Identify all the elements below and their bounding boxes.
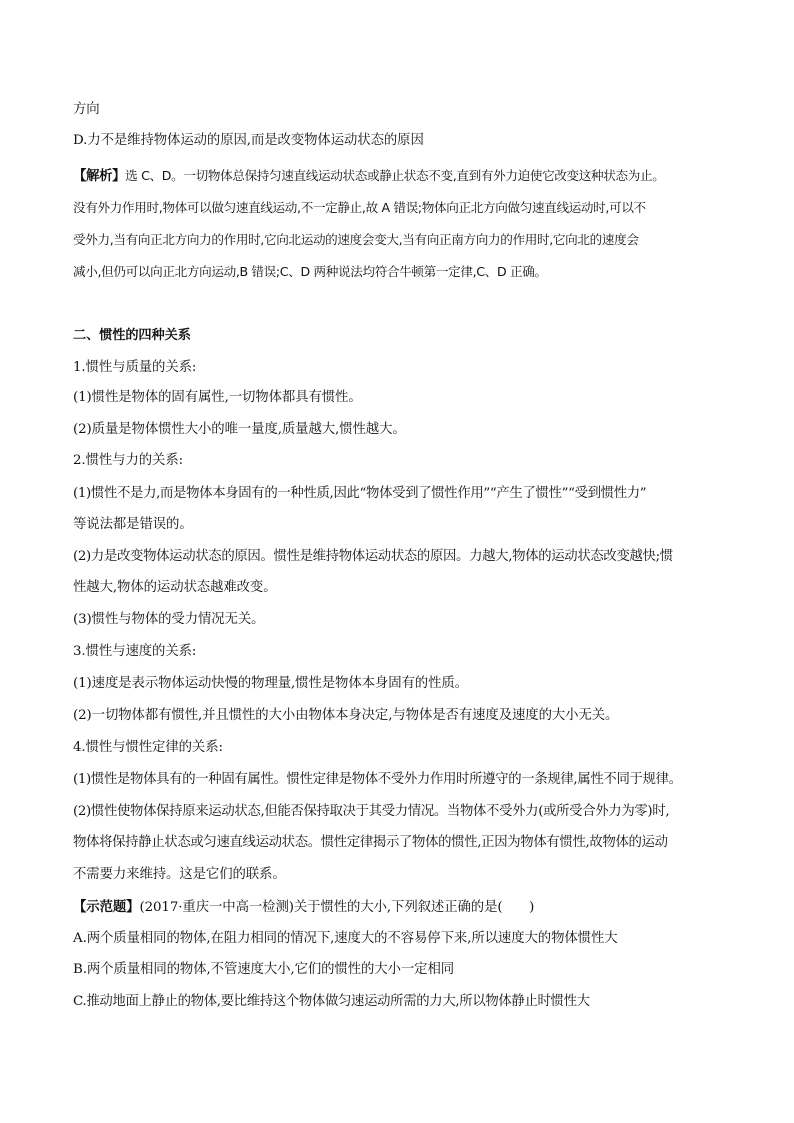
paragraph-line: 等说法都是错误的。 [73, 517, 193, 532]
text-line: 方向 [73, 102, 100, 117]
paragraph-line: (1)惯性是物体的固有属性,一切物体都具有惯性。 [73, 390, 362, 405]
example-question [73, 897, 733, 918]
paragraph-line: 不需要力来维持。这是它们的联系。 [73, 867, 286, 882]
paragraph-line: (2)惯性使物体保持原来运动状态,但能否保持取决于其受力情况。当物体不受外力(或所受合外力为零)时, [73, 804, 670, 819]
example-text: (2017·重庆一中高一检测)关于惯性的大小,下列叙述正确的是( ) [139, 900, 535, 915]
analysis-text: 受外力,当有向正北方向力的作用时,它向北运动的速度会变大,当有向正南方向力的作用时,它向北的速度会 [73, 232, 639, 247]
analysis-label: 【解析】 [73, 168, 126, 184]
paragraph-line: (2)力是改变物体运动状态的原因。惯性是维持物体运动状态的原因。力越大,物体的运动状态改变越快;惯 [73, 549, 673, 564]
subsection-title: 2.惯性与力的关系: [73, 453, 184, 468]
paragraph-line: (1)惯性是物体具有的一种固有属性。惯性定律是物体不受外力作用时所遵守的一条规律,属性不同于规律。 [73, 772, 682, 787]
analysis-text: 选 C、D。一切物体总保持匀速直线运动状态或静止状态不变,直到有外力迫使它改变这种状态为止。 [125, 168, 665, 183]
analysis-text: 没有外力作用时,物体可以做匀速直线运动,不一定静止,故 A 错误;物体向正北方向做匀速直线运动时,可以不 [73, 200, 646, 215]
paragraph-line: (2)质量是物体惯性大小的唯一量度,质量越大,惯性越大。 [73, 422, 406, 437]
section-heading: 二、惯性的四种关系 [73, 328, 191, 343]
paragraph-line: (1)惯性不是力,而是物体本身固有的一种性质,因此“物体受到了惯性作用”“产生了惯性”“受到惯性力” [73, 486, 647, 501]
option-d: D.力不是维持物体运动的原因,而是改变物体运动状态的原因 [73, 133, 424, 148]
analysis-line [73, 166, 733, 187]
paragraph-line: 物体将保持静止状态或匀速直线运动状态。惯性定律揭示了物体的惯性,正因为物体有惯性,故物体的运动 [73, 835, 668, 850]
option-b: B.两个质量相同的物体,不管速度大小,它们的惯性的大小一定相同 [73, 962, 455, 977]
paragraph-line: 性越大,物体的运动状态越难改变。 [73, 580, 277, 595]
paragraph-line: (2)一切物体都有惯性,并且惯性的大小由物体本身决定,与物体是否有速度及速度的大小无关。 [73, 708, 619, 723]
paragraph-line: (1)速度是表示物体运动快慢的物理量,惯性是物体本身固有的性质。 [73, 676, 468, 691]
analysis-text: 减小,但仍可以向正北方向运动,B 错误;C、D 两种说法均符合牛顿第一定律,C、D 正确。 [73, 264, 547, 279]
option-a: A.两个质量相同的物体,在阻力相同的情况下,速度大的不容易停下来,所以速度大的物体惯性大 [73, 931, 618, 946]
paragraph-line: (3)惯性与物体的受力情况无关。 [73, 612, 265, 627]
subsection-title: 4.惯性与惯性定律的关系: [73, 740, 223, 755]
subsection-title: 1.惯性与质量的关系: [73, 360, 197, 375]
subsection-title: 3.惯性与速度的关系: [73, 644, 197, 659]
example-label: 【示范题】 [73, 899, 140, 915]
option-c: C.推动地面上静止的物体,要比维持这个物体做匀速运动所需的力大,所以物体静止时惯性大 [73, 994, 590, 1009]
